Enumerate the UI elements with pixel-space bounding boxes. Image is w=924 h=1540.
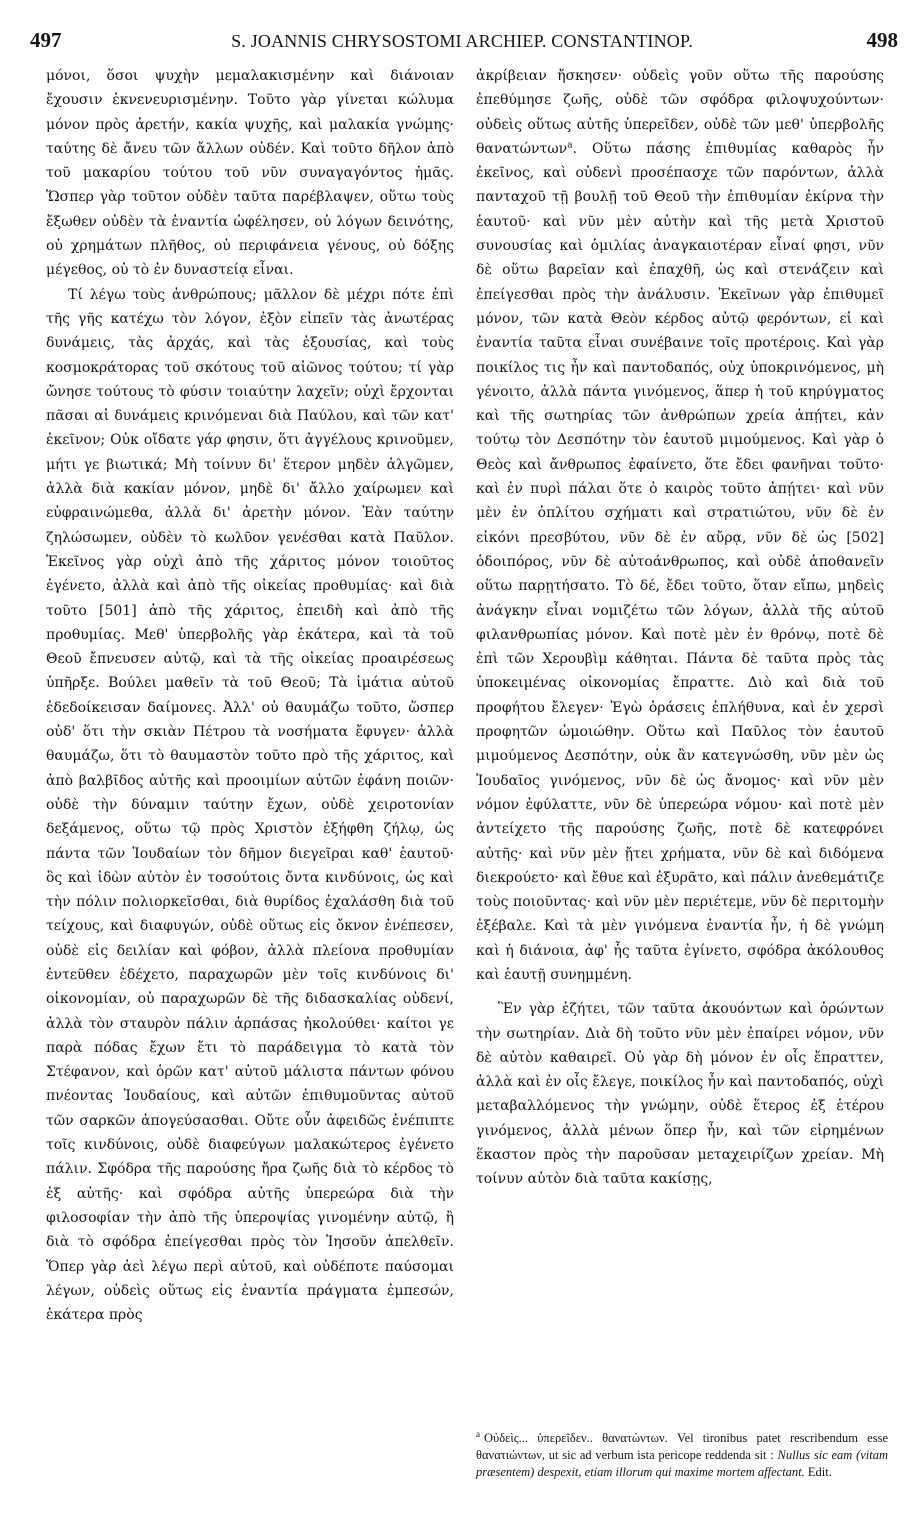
footnote-italic-text: Nullus sic eam (vitam præsentem) despexit, etiam illorum qui maxime mortem affectant. (476, 1448, 889, 1479)
page-number-right: 498 (866, 28, 898, 52)
paragraph: μόνοι, ὅσοι ψυχὴν μεμαλακισμένην καὶ διάνοιαν ἔχουσιν ἐκνενευρισμένην. Τοῦτο γὰρ γίνεται κώλυμα μόνον πρὸς ἀρετήν, κακία ψυχῆς, καὶ μαλακία γνώμης· ταύτης δὲ ἄνευ τῶν ἄλλων οὐδέν. Καὶ τοῦτο δῆλον ἀπὸ τοῦ μακαρίου τούτου τοῦ νῦν συναγαγόντος ἡμᾶς. Ὥσπερ γὰρ τοῦτον οὐδὲν ταῦτα παρέβλαψεν, οὕτω τοὺς ἔξωθεν οὐδὲν τὰ ἐναντία ὠφέλησεν, οὐ λόγων δεινότης, οὐ χρημάτων πλῆθος, οὐ περιφάνεια γένους, οὐ δόξης μέγεθος, οὐ τὸ ἐν δυναστείᾳ εἶναι. (46, 68, 454, 279)
paragraph-text: ἀκρίβειαν ἤσκησεν· οὐδεὶς γοῦν οὕτω τῆς παρούσης ἐπεθύμησε ζωῆς, οὐδὲ τῶν σφόδρα φιλοψυχούντων· οὐδεὶς οὕτως αὐτῆς ὑπερεῖδεν, οὐδὲ τῶν μεθ' ὑπερβολῆς θανατώντων (476, 68, 884, 157)
paragraph (476, 64, 884, 987)
running-title: S. JOANNIS CHRYSOSTOMI ARCHIEP. CONSTANTINOP. (231, 31, 693, 51)
footnote-reference: a (567, 140, 573, 151)
left-column (46, 64, 454, 1327)
paragraph: Ἓν γὰρ ἐζήτει, τῶν ταῦτα ἀκουόντων καὶ ὁρώντων τὴν σωτηρίαν. Διὰ δὴ τοῦτο νῦν μὲν ἐπαίρει νόμον, νῦν δὲ αὐτὸν καθαιρεῖ. Οὐ γὰρ δὴ μόνον ἐν οἷς ἔπραττεν, ἀλλὰ καὶ ἐν οἷς ἔλεγε, ποικίλος ἦν καὶ παντοδαπός, οὐχὶ μεταβαλλόμενος τὴν γνώμην, οὐδὲ ἕτερος ἐξ ἑτέρου γινόμενος, ἀλλὰ μένων ὅπερ ἦν, καὶ τῶν εἰρημένων ἕκαστον πρὸς τὴν παροῦσαν μεταχειρίζων χρείαν. Μὴ τοίνυν αὐτὸν διὰ ταῦτα κακίσῃς, (476, 1001, 884, 1188)
footnote-signature: Edit. (807, 1465, 832, 1479)
footnote-label: a (476, 1428, 480, 1439)
footnote (476, 1430, 888, 1481)
right-column (476, 64, 884, 1192)
paragraph: Τί λέγω τοὺς ἀνθρώπους; μᾶλλον δὲ μέχρι πότε ἐπὶ τῆς γῆς κατέχω τὸν λόγον, ἐξὸν εἰπεῖν τὰς ἀνωτέρας δυνάμεις, τὰς ἀρχάς, καὶ τὰς ἐξουσίας, καὶ τοὺς κοσμοκράτορας τοῦ σκότους τοῦ αἰῶνος τούτου; τί γὰρ ὤνησε τούτους τὸ φύσιν τοιαύτην λαχεῖν; οὐχὶ ἔρχονται πᾶσαι αἱ δυνάμεις κρινόμεναι διὰ Παύλου, καὶ τῶν κατ' ἐκεῖνον; Οὐκ οἴδατε γάρ φησιν, ὅτι ἀγγέλους κρινοῦμεν, μήτι γε βιωτικά; Μὴ τοίνυν δι' ἕτερον μηδὲν ἀλγῶμεν, ἀλλὰ διὰ κακίαν μόνον, μηδὲ δι' ἄλλο χαίρωμεν καὶ εὐφραινώμεθα, ἀλλὰ δι' ἀρετὴν μόνον. Ἐὰν ταύτην ζηλώσωμεν, οὐδὲν τὸ κωλῦον γενέσθαι κατὰ Παῦλον. Ἐκεῖνος γὰρ οὐχὶ ἀπὸ τῆς χάριτος μόνον τοιοῦτος ἐγένετο, ἀλλὰ καὶ ἀπὸ τῆς οἰκείας προθυμίας· καὶ διὰ τοῦτο [501] ἀπὸ τῆς χάριτος, ἐπειδὴ καὶ ἀπὸ τῆς προθυμίας. Μεθ' ὑπερβολῆς γὰρ ἑκάτερα, καὶ τὰ τοῦ Θεοῦ ἔπνευσεν αὐτῷ, καὶ τὰ τῆς οἰκείας προαιρέσεως ὑπῆρξε. Βούλει μαθεῖν τὰ τοῦ Θεοῦ; Τὰ ἱμάτια αὐτοῦ ἐδεδοίκεισαν δαίμονες. Ἀλλ' οὐ θαυμάζω τοῦτο, ὥσπερ οὐδ' ὅτι τὴν σκιὰν Πέτρου τὰ νοσήματα ἔφυγεν· ἀλλὰ θαυμάζω, ὅτι τὸ θαυμαστὸν τοῦτο πρὸ τῆς χάριτος, καὶ ἀπὸ βαλβῖδος αὐτῆς καὶ προοιμίων αὐτῶν ἐφάνη ποιῶν· οὐδὲ τὴν δύναμιν ταύτην ἔχων, οὐδὲ χειροτονίαν δεξάμενος, οὕτω τῷ πρὸς Χριστὸν ἐξήφθη ζήλῳ, ὡς πάντα τῶν Ἰουδαίων τὸν δῆμον διεγεῖραι καθ' ἑαυτοῦ· ὃς καὶ ἰδὼν αὐτὸν ἐν τοσούτοις ὄντα κινδύνοις, ὡς καὶ τὴν πόλιν πολιορκεῖσθαι, διὰ θυρίδος ἐχαλάσθη διὰ τοῦ τείχους, καὶ διαφυγών, οὐδὲ οὕτως εἰς ὄκνον ἐνέπεσεν, οὐδὲ εἰς δειλίαν καὶ φόβον, ἀλλὰ πλείονα προθυμίαν ἐντεῦθεν ἐδέχετο, παραχωρῶν μὲν τοῖς κινδύνοις δι' οἰκονομίαν, οὐ παραχωρῶν δὲ τῆς διδασκαλίας οὐδενί, ἀλλὰ τὸν σταυρὸν πάλιν ἁρπάσας ἠκολούθει· καίτοι γε παρὰ πόδας ἔχων ἔτι τὸ παράδειγμα τὸ κατὰ τὸν Στέφανον, καὶ ὁρῶν κατ' αὐτοῦ μάλιστα πάντων φόνου πνέοντας Ἰουδαίους, καὶ αὐτῶν ἐπιθυμοῦντας αὐτοῦ τῶν σαρκῶν ἀπογεύσασθαι. Οὔτε οὖν ἀφειδῶς ἐνέπιπτε τοῖς κινδύνοις, οὐδὲ διαφεύγων μαλακώτερος ἐγένετο πάλιν. Σφόδρα τῆς παρούσης ἤρα ζωῆς διὰ τὸ κέρδος τὸ ἐξ αὐτῆς· καὶ σφόδρα αὐτῆς ὑπερεώρα διὰ τὴν φιλοσοφίαν τὴν ἀπὸ τῆς ὑπεροψίας γινομένην αὐτῷ, ἢ διὰ τὸ σφόδρα ἐπείγεσθαι πρὸς τὸν Ἰησοῦν ἀπελθεῖν. Ὅπερ γὰρ ἀεὶ λέγω περὶ αὐτοῦ, καὶ οὐδέποτε παύσομαι λέγων, οὐδεὶς οὕτως εἰς ἐναντία πράγματα ἐμπεσών, ἑκάτερα πρὸς (46, 286, 454, 1324)
paragraph-text: . Οὕτω πάσης ἐπιθυμίας καθαρὸς ἦν ἐκεῖνος, καὶ οὐδενὶ προσέπασχε τῶν παρόντων, ἀλλὰ πανταχοῦ τῇ βουλῇ τοῦ Θεοῦ τὴν ἐπιθυμίαν ἐκίρνα τὴν ἑαυτοῦ· καὶ νῦν μὲν αὐτὴν καὶ τῆς μετὰ Χριστοῦ συνουσίας καὶ ὁμιλίας ἀναγκαιοτέραν εἶναί φησι, νῦν δὲ οὕτω βαρεῖαν καὶ ἐπαχθῆ, ὡς καὶ στενάζειν καὶ ἐπείγεσθαι πρὸς τὴν ἀνάλυσιν. Ἐκεῖνων γὰρ ἐπιθυμεῖ μόνον, τῶν κατὰ Θεὸν κέρδος αὐτῷ φερόντων, εἰ καὶ ἐναντία ταῦτα εἶναι συνέβαινε τοῖς προτέροις. Καὶ γὰρ ποικίλος τις ἦν καὶ παντοδαπός, οὐχ ὑποκρινόμενος, μὴ γένοιτο, ἀλλὰ πάντα γινόμενος, ἅπερ ἡ τοῦ κηρύγματος καὶ τῆς σωτηρίας τῶν ἀνθρώπων χρεία ἀπῄτει, κἀν τούτῳ τὸν Δεσπότην τὸν ἑαυτοῦ μιμούμενος. Καὶ γὰρ ὁ Θεὸς καὶ ἄνθρωπος ἐφαίνετο, ὅτε ἔδει φανῆναι τοῦτο· καὶ ἐν πυρὶ πάλαι ὅτε ὁ καιρὸς τοῦτο ἀπῄτει· καὶ νῦν μὲν ἐν ὁπλίτου σχήματι καὶ στρατιώτου, νῦν δὲ ἐν εἰκόνι πρεσβύτου, νῦν δὲ ἐν αὔρᾳ, νῦν δὲ ὡς [502] ὁδοιπόρος, νῦν δὲ αὐτοάνθρωπος, καὶ οὐδὲ ἀποθανεῖν οὕτω παρῃτήσατο. Τὸ δέ, ἔδει τοῦτο, ὅταν εἴπω, μηδεὶς ἀνάγκην εἶναι νομιζέτω τῶν λόγων, ἀλλὰ τῆς αὐτοῦ φιλανθρωπίας μόνον. Καὶ ποτὲ μὲν ἐν θρόνῳ, ποτὲ δὲ ἐπὶ τῶν Χερουβὶμ κάθηται. Πάντα δὲ ταῦτα πρὸς τὰς ὑποκειμένας οἰκονομίας ἔπραττε. Διὸ καὶ διὰ τοῦ προφήτου ἔλεγεν· Ἐγὼ ὁράσεις ἐπλήθυνα, καὶ ἐν χερσὶ προφητῶν ὡμοιώθην. Οὕτω καὶ Παῦλος τὸν ἑαυτοῦ μιμούμενος Δεσπότην, οὐκ ἂν κατεγνώσθη, νῦν μὲν ὡς Ἰουδαῖος γινόμενος, νῦν δὲ ὡς ἄνομος· καὶ νῦν μὲν νόμον ἐφύλαττε, νῦν δὲ ὑπερεώρα νόμου· καὶ ποτὲ μὲν ἀντείχετο τῆς παρούσης ζωῆς, ποτὲ δὲ κατεφρόνει αὐτῆς· καὶ νῦν μὲν ᾔτει χρήματα, νῦν δὲ καὶ διδόμενα διεκρούετο· καὶ ἔθυε καὶ ἐξυρᾶτο, καὶ πάλιν ἀνεθεμάτιζε τοὺς ποιοῦντας· καὶ νῦν μὲν περιέτεμε, νῦν δὲ περιτομὴν ἐξέβαλε. Καὶ τὰ μὲν γινόμενα ἐναντία ἦν, ἡ δὲ γνώμη καὶ ἡ διάνοια, ἀφ' ἧς ταῦτα ἐγίνετο, σφόδρα ἀκόλουθος καὶ ἑαυτῇ συνημμένη. (476, 140, 885, 983)
footnote-text: Οὐδεὶς... ὑπερεῖδεν.. θανατώντων. Vel tironibus patet rescribendum esse θανατιώντων, ut sic ad verbum ista pericope reddenda sit : (476, 1431, 888, 1462)
page-header (26, 28, 898, 58)
page-number-left: 497 (30, 28, 62, 52)
